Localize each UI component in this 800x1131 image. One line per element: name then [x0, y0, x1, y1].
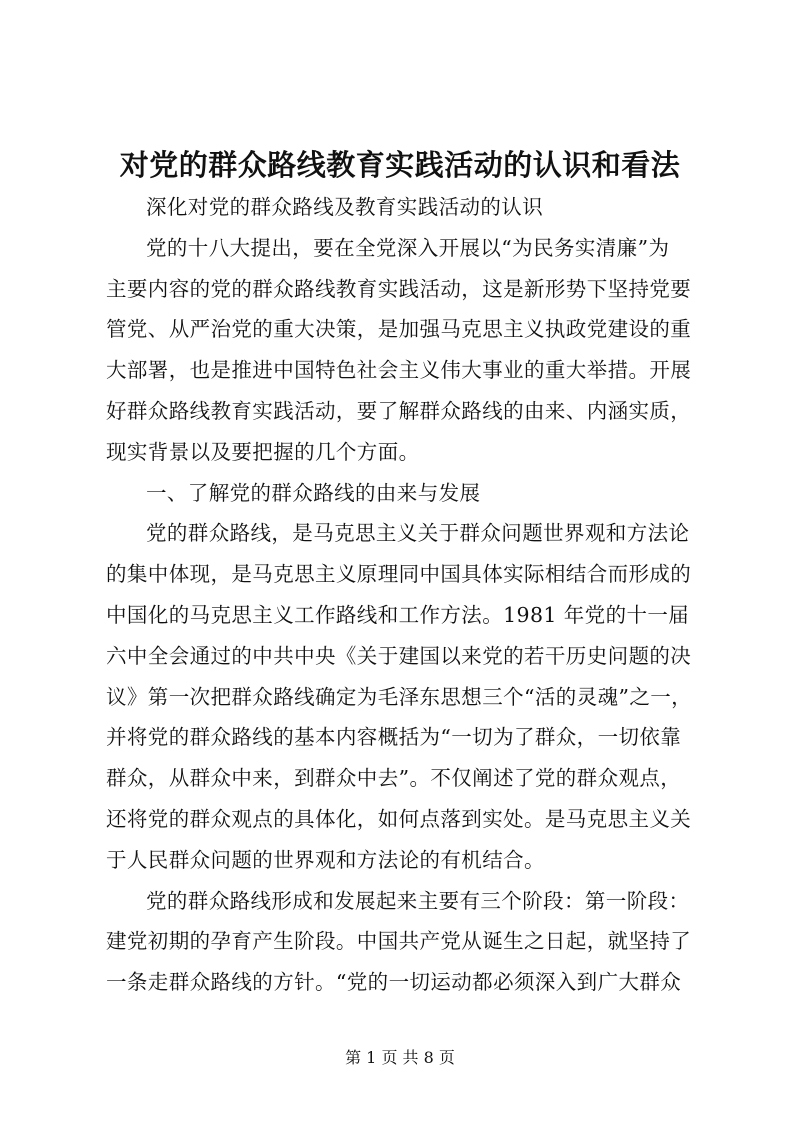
body-line-11: 中国化的马克思主义工作路线和工作方法。1981 年党的十一届 — [106, 602, 690, 627]
body-line-1: 深化对党的群众路线及教育实践活动的认识 — [146, 195, 544, 219]
body-line-4: 管党、从严治党的重大决策，是加强马克思主义执政党建设的重 — [106, 317, 692, 342]
body-line-13: 议》第一次把群众路线确定为毛泽东思想三个“活的灵魂”之一， — [106, 684, 693, 709]
body-line-3: 主要内容的党的群众路线教育实践活动，这是新形势下坚持党要 — [106, 276, 692, 301]
document-title: 对党的群众路线教育实践活动的认识和看法 — [119, 148, 681, 182]
body-line-10: 的集中体现，是马克思主义原理同中国具体实际相结合而形成的 — [106, 562, 692, 587]
body-line-16: 还将党的群众观点的具体化，如何点落到实处。是马克思主义关 — [106, 806, 692, 831]
document-body — [106, 187, 712, 1003]
body-line-5: 大部署，也是推进中国特色社会主义伟大事业的重大举措。开展 — [106, 358, 692, 383]
body-line-9: 党的群众路线，是马克思主义关于群众问题世界观和方法论 — [146, 521, 690, 546]
body-line-17: 于人民群众问题的世界观和方法论的有机结合。 — [106, 847, 545, 872]
body-line-15: 群众，从群众中来，到群众中去”。不仅阐述了党的群众观点， — [106, 766, 682, 791]
body-line-2: 党的十八大提出，要在全党深入开展以“为民务实清廉”为 — [146, 235, 670, 260]
body-line-6: 好群众路线教育实践活动，要了解群众路线的由来、内涵实质， — [106, 398, 692, 423]
body-line-19: 建党初期的孕育产生阶段。中国共产党从诞生之日起，就坚持了 — [106, 929, 692, 954]
body-line-20: 一条走群众路线的方针。“党的一切运动都必须深入到广大群众 — [106, 970, 682, 995]
body-line-12: 六中全会通过的中共中央《关于建国以来党的若干历史问题的决 — [106, 643, 692, 668]
section-heading: 一、了解党的群众路线的由来与发展 — [146, 480, 481, 505]
body-line-7: 现实背景以及要把握的几个方面。 — [106, 439, 420, 464]
page-footer: 第 1 页 共 8 页 — [345, 1048, 455, 1067]
body-line-18: 党的群众路线形成和发展起来主要有三个阶段：第一阶段： — [146, 888, 690, 913]
body-line-14: 并将党的群众路线的基本内容概括为“一切为了群众，一切依靠 — [106, 725, 682, 750]
